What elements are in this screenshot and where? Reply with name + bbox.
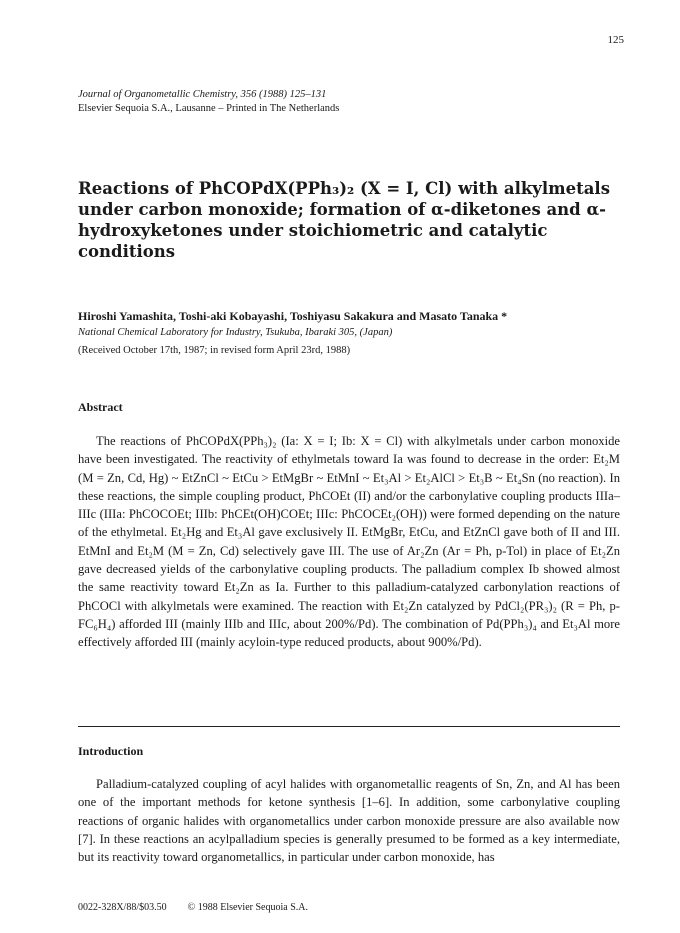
- journal-header: [78, 88, 339, 116]
- authors: Hiroshi Yamashita, Toshi-aki Kobayashi, Toshiyasu Sakakura and Masato Tanaka *: [78, 309, 508, 323]
- section-divider: [78, 726, 620, 727]
- affiliation: National Chemical Laboratory for Industry, Tsukuba, Ibaraki 305, (Japan): [78, 327, 393, 338]
- publisher-line: Elsevier Sequoia S.A., Lausanne – Printed in The Netherlands: [78, 103, 340, 114]
- journal-code: 0022-328X/88/$03.50: [78, 902, 167, 913]
- introduction-text: Palladium-catalyzed coupling of acyl halides with organometallic reagents of Sn, Zn, and Al has been one of the important methods for ketone synthesis [1–6]. In addition, some carbonylative coupling reactions of organic halides with organometallics under carbon monoxide pressure are also available now [7]. In these reactions an acylpalladium species is generally presumed to be formed as a key intermediate, but its reactivity toward organometallics, in particular under carbon monoxide, has: [78, 777, 620, 865]
- abstract-heading: Abstract: [78, 400, 123, 414]
- introduction-heading: Introduction: [78, 744, 144, 758]
- received-dates: (Received October 17th, 1987; in revised form April 23rd, 1988): [78, 345, 351, 356]
- footer: [78, 902, 308, 913]
- journal-citation: Journal of Organometallic Chemistry, 356 (1988) 125–131: [78, 89, 327, 100]
- article-title: Reactions of PhCOPdX(PPh₃)₂ (X = I, Cl) with alkylmetals under carbon monoxide; formation of α-diketones and α-hydroxyketones under stoichiometric and catalytic conditions: [78, 179, 610, 261]
- copyright: © 1988 Elsevier Sequoia S.A.: [187, 902, 308, 913]
- abstract-text: The reactions of PhCOPdX(PPh₃)₂ (Ia: X = I; Ib: X = Cl) with alkylmetals under carbon monoxide have been investigated. The reactivity of ethylmetals toward Ia was found to decrease in the order: Et₂M (M = Zn, Cd, Hg) ~ EtZnCl ~ EtCu > EtMgBr ~ EtMnI ~ Et₃Al > Et₂AlCl > Et₃B ~ Et₄Sn (no reaction). In these reactions, the simple coupling product, PhCOEt (II) and/or the carbonylative coupling products IIIa–IIIc (IIIa: PhCOCOEt; IIIb: PhCEt(OH)COEt; IIIc: PhCOCEt₂(OH)) were formed depending on the nature of the ethylmetal. Et₂Hg and Et₃Al gave exclusively II. EtMgBr, EtCu, and EtZnCl gave both of II and III. EtMnI and Et₂M (M = Zn, Cd) selectively gave III. The use of Ar₂Zn (Ar = Ph, p-Tol) in place of Et₂Zn gave decreased yields of the carbonylative coupling products. The palladium complex Ib showed almost the same reactivity toward Et₂Zn as Ia. Further to this palladium-catalyzed carbonylation reactions of PhCOCl with alkylmetals were examined. The reaction with Et₂Zn catalyzed by PdCl₂(PR₃)₂ (R = Ph, p-FC₆H₄) afforded III (mainly IIIb and IIIc, about 200%/Pd). The combination of Pd(PPh₃)₄ and Et₃Al more effectively afforded III (mainly acyloin-type reduced products, about 900%/Pd).: [78, 434, 620, 650]
- page-number: 125: [607, 34, 624, 46]
